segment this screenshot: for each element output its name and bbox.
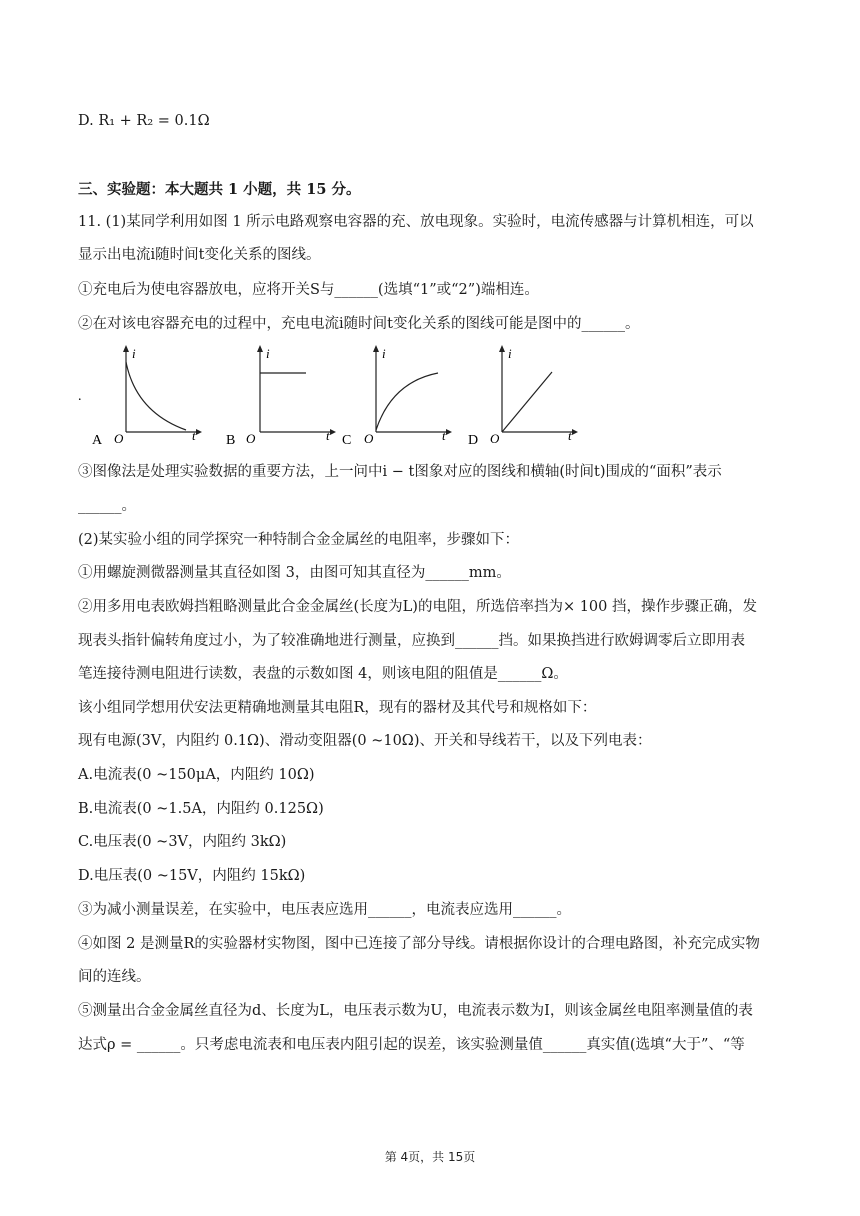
equipment-intro: 该小组同学想用伏安法更精确地测量其电阻R，现有的器材及其代号和规格如下： bbox=[78, 700, 597, 716]
sub-question-2-5-line-2: 达式ρ = ______。只考虑电流表和电压表内阻引起的误差，该实验测量值______真实值(选填“大于”、“等 bbox=[78, 1037, 745, 1053]
graph-b-letter: B bbox=[226, 433, 236, 448]
graph-d-x-label: t bbox=[568, 428, 572, 443]
graph-d bbox=[468, 345, 578, 448]
meter-option-a: A.电流表(0 ~150μA，内阻约 10Ω) bbox=[78, 767, 315, 783]
question-11-line-2: 显示出电流i随时间t变化关系的图线。 bbox=[78, 247, 321, 263]
graph-b-origin: O bbox=[246, 431, 256, 446]
sub-question-2-1: ①用螺旋测微器测量其直径如图 3，由图可知其直径为______mm。 bbox=[78, 565, 511, 581]
sub-question-2-3: ③为减小测量误差，在实验中，电压表应选用______，电流表应选用______。 bbox=[78, 902, 571, 918]
graphs-prefix: . bbox=[78, 389, 82, 404]
sub-question-2-5-line-1: ⑤测量出合金金属丝直径为d、长度为L，电压表示数为U，电流表示数为I，则该金属丝电阻率测量值的表 bbox=[78, 1003, 753, 1019]
question-2-intro: (2)某实验小组的同学探究一种特制合金金属丝的电阻率，步骤如下： bbox=[78, 532, 520, 548]
sub-question-1-3-blank: ______。 bbox=[78, 498, 136, 514]
graph-c-letter: C bbox=[342, 433, 352, 448]
graph-b-y-label: i bbox=[266, 346, 270, 361]
sub-question-1-3: ③图像法是处理实验数据的重要方法，上一问中i − t图象对应的图线和横轴(时间t)围成的“面积”表示 bbox=[78, 464, 722, 480]
question-11-line-1: 11. (1)某同学利用如图 1 所示电路观察电容器的充、放电现象。实验时，电流传感器与计算机相连，可以 bbox=[78, 214, 754, 230]
graph-c bbox=[342, 345, 452, 448]
graph-a-origin: O bbox=[114, 431, 124, 446]
sub-question-2-2-line-1: ②用多用电表欧姆挡粗略测量此合金金属丝(长度为L)的电阻，所选倍率挡为× 100 挡，操作步骤正确，发 bbox=[78, 599, 757, 615]
graph-options bbox=[78, 340, 598, 448]
sub-question-2-4-line-2: 间的连线。 bbox=[78, 969, 151, 985]
graph-d-y-label: i bbox=[508, 346, 512, 361]
graph-d-origin: O bbox=[490, 431, 500, 446]
equipment-list: 现有电源(3V，内阻约 0.1Ω)、滑动变阻器(0 ~10Ω)、开关和导线若干，以及下列电表： bbox=[78, 733, 652, 749]
graph-c-y-label: i bbox=[382, 346, 386, 361]
meter-option-c: C.电压表(0 ~3V，内阻约 3kΩ) bbox=[78, 834, 287, 850]
graph-a-y-label: i bbox=[132, 346, 136, 361]
meter-option-b: B.电流表(0 ~1.5A，内阻约 0.125Ω) bbox=[78, 801, 324, 817]
meter-option-d: D.电压表(0 ~15V，内阻约 15kΩ) bbox=[78, 868, 306, 884]
page-footer: 第 4页，共 15页 bbox=[384, 1150, 476, 1164]
graph-a bbox=[92, 345, 202, 448]
graph-b bbox=[226, 345, 336, 448]
sub-question-2-4-line-1: ④如图 2 是测量R的实验器材实物图，图中已连接了部分导线。请根据你设计的合理电路图，补充完成实物 bbox=[78, 936, 760, 952]
graph-d-letter: D bbox=[468, 433, 479, 448]
section-heading: 三、实验题：本大题共 1 小题，共 15 分。 bbox=[78, 181, 361, 198]
graph-b-x-label: t bbox=[326, 428, 330, 443]
graph-c-origin: O bbox=[364, 431, 374, 446]
graph-a-x-label: t bbox=[192, 428, 196, 443]
graph-a-letter: A bbox=[92, 433, 103, 448]
option-d: D. R₁ + R₂ = 0.1Ω bbox=[78, 113, 210, 129]
sub-question-2-2-line-3: 笔连接待测电阻进行读数，表盘的示数如图 4，则该电阻的阻值是______Ω。 bbox=[78, 666, 568, 682]
sub-question-1-2: ②在对该电容器充电的过程中，充电电流i随时间t变化关系的图线可能是图中的______。 bbox=[78, 316, 640, 332]
sub-question-2-2-line-2: 现表头指针偏转角度过小，为了较准确地进行测量，应换到______挡。如果换挡进行欧姆调零后立即用表 bbox=[78, 633, 745, 649]
graph-c-x-label: t bbox=[442, 428, 446, 443]
sub-question-1-1: ①充电后为使电容器放电，应将开关S与______(选填“1”或“2”)端相连。 bbox=[78, 282, 539, 298]
